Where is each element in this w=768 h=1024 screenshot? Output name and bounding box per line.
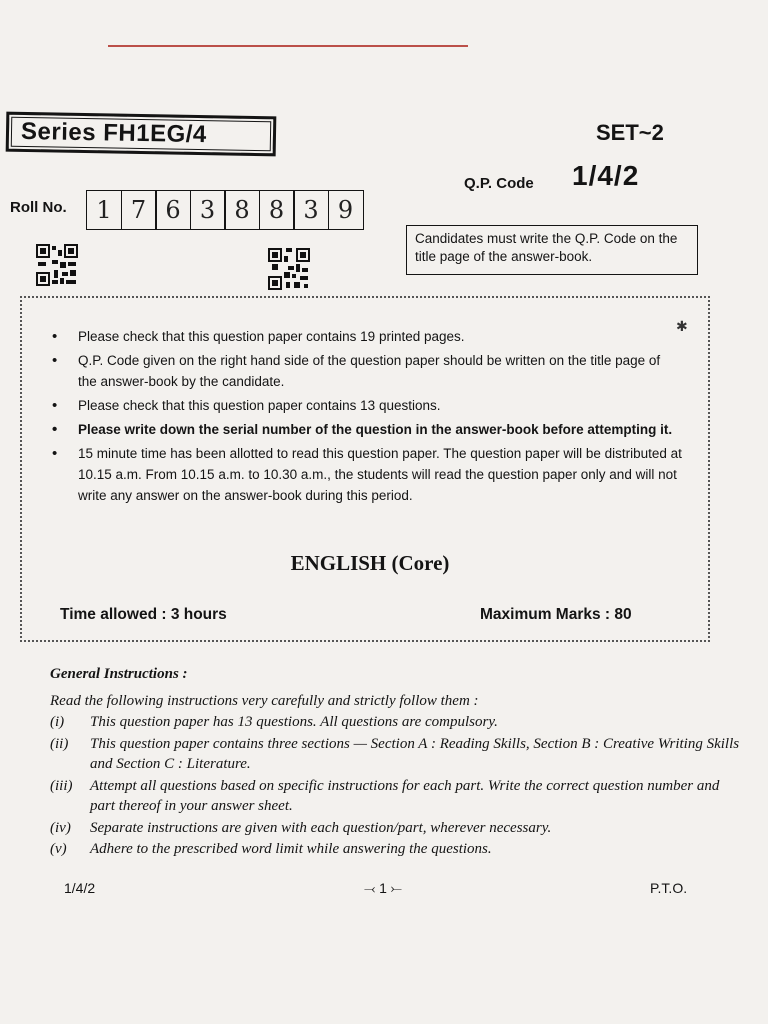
instruction-item: • 15 minute time has been allotted to read this question paper. The question paper will be distributed at 10.15 a.m. From 10.15 a.m. to 10.30 a.m., the students will read the question paper only and will not write any answer on the answer-book during this period. bbox=[52, 443, 682, 506]
instruction-item: • Please write down the serial number of the question in the answer-book before attempting it. bbox=[52, 419, 682, 440]
roll-digit-box: 7 bbox=[121, 190, 157, 230]
item-number: (ii) bbox=[50, 735, 69, 752]
item-text: This question paper contains three sections — Section A : Reading Skills, Section B : Creative Writing Skills and Section C : Literature. bbox=[90, 735, 740, 772]
arrow-right-icon: ⤚ bbox=[390, 880, 402, 896]
general-instruction-item bbox=[50, 712, 740, 733]
item-text: Attempt all questions based on specific instructions for each part. Write the correct question number and part thereof in your answer sheet. bbox=[90, 777, 720, 814]
roll-digit-box: 8 bbox=[224, 190, 260, 230]
footer-page-number bbox=[364, 880, 402, 897]
item-text: Adhere to the prescribed word limit while answering the questions. bbox=[90, 841, 492, 857]
general-instruction-item bbox=[50, 734, 740, 775]
roll-number-label: Roll No. bbox=[10, 199, 67, 216]
candidate-note-box bbox=[406, 225, 698, 275]
general-instructions bbox=[50, 664, 740, 861]
general-instructions-intro: Read the following instructions very carefully and strictly follow them : bbox=[50, 692, 479, 709]
set-number: SET~2 bbox=[596, 120, 664, 145]
instruction-item: • Please check that this question paper contains 13 questions. bbox=[52, 395, 682, 416]
general-instruction-item bbox=[50, 839, 740, 860]
maximum-marks: Maximum Marks : 80 bbox=[480, 606, 632, 623]
roll-digit-box: 3 bbox=[293, 190, 329, 230]
qp-code-label: Q.P. Code bbox=[464, 175, 534, 192]
roll-digit-box: 8 bbox=[259, 190, 295, 230]
page-number: 1 bbox=[379, 880, 387, 896]
footer-code: 1/4/2 bbox=[64, 880, 96, 896]
roll-digit-box: 3 bbox=[190, 190, 226, 230]
roll-digit-box: 9 bbox=[328, 190, 364, 230]
qp-code: 1/4/2 bbox=[572, 160, 640, 191]
arrow-left-icon: ⤙ bbox=[364, 880, 376, 896]
series-box bbox=[6, 112, 277, 157]
qr-code-icon bbox=[268, 248, 310, 290]
instruction-list bbox=[52, 326, 682, 509]
footer-pto: P.T.O. bbox=[650, 880, 688, 896]
roll-digit-box: 1 bbox=[86, 190, 122, 230]
item-number: (v) bbox=[50, 841, 67, 857]
instruction-item: • Please check that this question paper contains 19 printed pages. bbox=[52, 326, 682, 347]
item-number: (iii) bbox=[50, 777, 73, 794]
instruction-item: • Q.P. Code given on the right hand side of the question paper should be written on the title page of the answer-book by the candidate. bbox=[52, 350, 682, 392]
time-allowed: Time allowed : 3 hours bbox=[60, 606, 227, 623]
item-number: (iv) bbox=[50, 819, 71, 836]
item-number: (i) bbox=[50, 714, 65, 730]
candidate-note-text: Candidates must write the Q.P. Code on the title page of the answer-book. bbox=[415, 231, 678, 264]
roll-number-boxes bbox=[86, 190, 362, 230]
item-text: Separate instructions are given with each question/part, wherever necessary. bbox=[90, 819, 552, 836]
series-label: Series FH1EG/4 bbox=[20, 117, 207, 149]
general-instruction-item bbox=[50, 776, 740, 817]
decorative-top-line bbox=[108, 45, 468, 47]
subject-title: ENGLISH (Core) bbox=[290, 551, 450, 575]
roll-digit-box: 6 bbox=[155, 190, 191, 230]
general-instructions-title: General Instructions : bbox=[50, 666, 188, 682]
star-icon: ✱ bbox=[676, 318, 688, 334]
qr-code-icon bbox=[36, 244, 78, 286]
general-instruction-item bbox=[50, 818, 740, 839]
item-text: This question paper has 13 questions. All questions are compulsory. bbox=[90, 714, 498, 730]
